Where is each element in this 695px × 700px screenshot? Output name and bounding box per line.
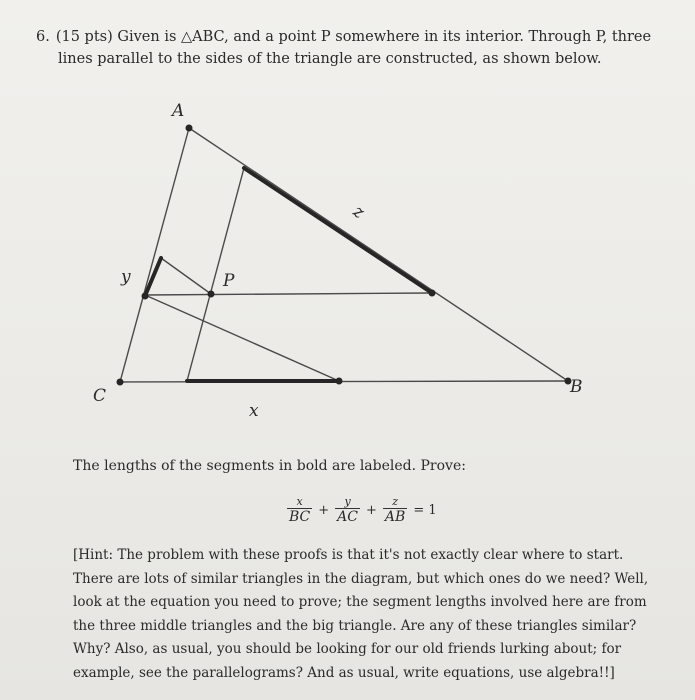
label-x: x <box>249 401 259 421</box>
plus-sign: + <box>366 503 377 518</box>
label-C: C <box>93 386 107 406</box>
fraction-numerator: x <box>296 495 303 508</box>
fraction-z-over-AB <box>383 496 407 525</box>
fraction-denominator: BC <box>289 509 311 525</box>
point-P-dot <box>208 291 215 298</box>
hint-paragraph: [Hint: The problem with these proofs is that it's not exactly clear where to start. There are lots of similar triangles in the diagram, but which ones do we need? Well, look at the equation you need to prove; the segment lengths involved here are from the three middle triangles and the big triangle. Are any of these triangles similar? Why? Also, as usual, you should be looking for our old friends lurking about; for example, see the parallelograms? And as usual, write equations, use algebra!!] <box>73 547 649 681</box>
endpoint-y-dot <box>142 293 149 300</box>
label-B: B <box>570 377 583 397</box>
label-P: P <box>223 271 235 291</box>
vertex-A-dot <box>186 125 193 132</box>
fraction-denominator: AB <box>384 509 406 525</box>
fraction-denominator: AC <box>337 509 358 525</box>
side-AB <box>189 128 568 381</box>
side-AC <box>120 128 189 382</box>
line-through-P-parallel-AC <box>187 168 244 381</box>
fraction-x-over-BC <box>287 496 312 525</box>
label-y: y <box>121 267 131 287</box>
equation-to-prove <box>285 496 441 525</box>
label-A: A <box>172 101 185 121</box>
problem-text-line2: lines parallel to the sides of the triangle are constructed, as shown below. <box>58 51 602 67</box>
vertex-C-dot <box>117 379 124 386</box>
fraction-numerator: z <box>392 495 398 508</box>
plus-sign: + <box>318 503 330 518</box>
fraction-numerator: y <box>344 495 351 508</box>
endpoint-z-dot <box>429 290 436 297</box>
line-through-P-parallel-AB <box>145 295 339 381</box>
problem-text-1: (15 pts) Given is △ABC, and a point P somewhere in its interior. Through P, three <box>55 29 652 45</box>
line-through-P-parallel-BC <box>145 293 432 295</box>
problem-number: 6. <box>36 29 50 45</box>
bold-segment-z <box>244 168 432 293</box>
bold-segment-y <box>145 258 161 296</box>
segment-y-to-P <box>161 258 211 294</box>
label-z: z <box>349 201 368 224</box>
prove-statement: The lengths of the segments in bold are labeled. Prove: <box>73 458 466 474</box>
fraction-y-over-AC <box>335 496 360 525</box>
endpoint-x-dot <box>336 378 343 385</box>
equation-rhs: = 1 <box>413 503 437 518</box>
